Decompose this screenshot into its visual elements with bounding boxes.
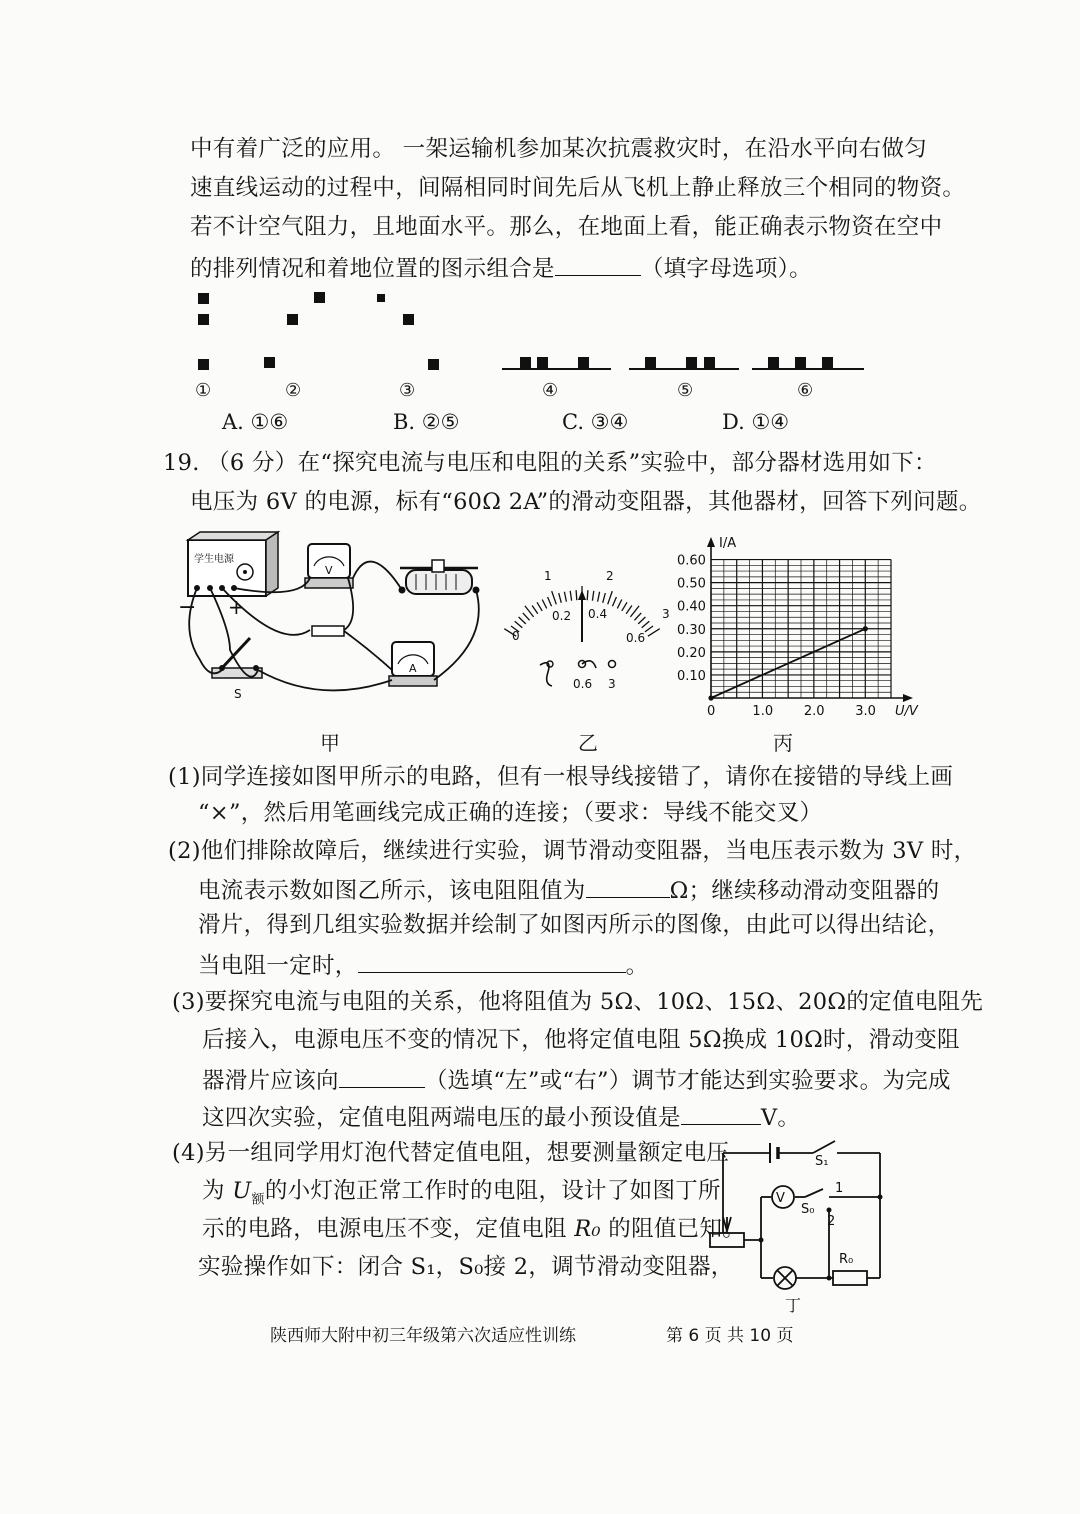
dial-sub-label-0.4: 0.4: [588, 607, 608, 621]
footer-school: 陕西师大附中初三年级第六次适应性训练: [270, 1326, 576, 1346]
voltmeter: [305, 544, 353, 588]
svg-text:A: A: [409, 662, 417, 675]
option-c[interactable]: C. ③④: [562, 410, 629, 434]
figure-label-4: ④: [542, 380, 559, 401]
fixed-resistor: [312, 626, 344, 636]
ding-s1-label: S₁: [815, 1154, 829, 1169]
q19-part2-text2: 当电阻一定时，: [198, 953, 358, 979]
figure-label-6: ⑥: [797, 380, 814, 401]
dial-tick: [634, 613, 641, 620]
data-point: [863, 626, 868, 631]
option-a[interactable]: A. ①⑥: [222, 410, 289, 434]
dial-sub-label-0.6: 0.6: [626, 631, 646, 645]
ding-caption: 丁: [785, 1296, 802, 1315]
option-d[interactable]: D. ①④: [722, 410, 790, 434]
q19-part1-line2: “×”，然后用笔画线完成正确的连接；（要求：导线不能交叉）: [198, 800, 823, 826]
caption-yi: 乙: [578, 731, 598, 755]
y-tick-label: 0.20: [677, 645, 706, 661]
dial-terminal-wire: [540, 663, 552, 686]
figure-bing-iu-graph: [675, 535, 918, 725]
figure-label-3: ③: [399, 380, 416, 401]
cargo-box: [264, 357, 275, 368]
dial-tick: [548, 597, 552, 606]
q19-part3-text2: 这四次实验，定值电阻两端电压的最小预设值是: [202, 1105, 681, 1131]
rheostat: [399, 560, 480, 594]
terminal-3: 3: [608, 677, 616, 691]
q18-line1: 中有着广泛的应用。 一架运输机参加某次抗震救灾时，在沿水平向右做匀: [190, 136, 928, 162]
y-tick-label: 0.10: [677, 668, 706, 684]
q19-part3-line4: [202, 1100, 800, 1133]
x-axis-arrow: [903, 694, 913, 702]
caption-bing: 丙: [773, 731, 793, 755]
dial-tick: [592, 591, 593, 601]
q19-part2-end: 。: [625, 953, 649, 979]
option-b[interactable]: B. ②⑤: [393, 410, 460, 434]
q19-part1-line1: (1)同学连接如图甲所示的电路，但有一根导线接错了，请你在接错的导线上画: [168, 764, 954, 790]
dial-tick: [576, 590, 577, 600]
answer-blank-direction[interactable]: [339, 1063, 425, 1088]
q19-part4-text-c2: 的阻值已知。: [600, 1216, 746, 1242]
q19-part4-line3: [202, 1214, 745, 1244]
q19-part3-line2: 后接入，电源电压不变的情况下，他将定值电阻 5Ω换成 10Ω时，滑动变阻: [202, 1027, 960, 1053]
dial-label-3: 3: [662, 607, 670, 621]
switch: [212, 638, 262, 701]
q18-line4-text: 的排列情况和着地位置的图示组合是: [190, 256, 555, 282]
dial-tick: [598, 592, 600, 602]
cargo-box: [403, 314, 414, 325]
ding-node-1: 1: [835, 1181, 844, 1196]
q19-part4-text-b: 的小灯泡正常工作时的电阻，设计了如图丁所: [264, 1178, 721, 1204]
cargo-box: [198, 293, 209, 304]
cargo-box: [377, 294, 385, 302]
q19-part4-text-c: 示的电路，电源电压不变，定值电阻: [202, 1216, 575, 1242]
chart-x-label: U/V: [895, 704, 918, 719]
svg-text:S: S: [234, 687, 242, 701]
answer-blank-resistance[interactable]: [586, 873, 670, 898]
dial-tick: [542, 600, 547, 609]
dial-tick: [622, 602, 627, 611]
dial-tick: [525, 606, 534, 617]
q19-part4-text: 为: [202, 1178, 233, 1204]
dial-tick: [532, 606, 538, 614]
dial-tick: [559, 593, 562, 603]
dial-tick: [642, 621, 650, 628]
chart-tick-labels: [677, 554, 876, 719]
caption-jia: 甲: [320, 731, 340, 755]
dial-tick: [638, 617, 645, 624]
q19-part4-line2: [202, 1176, 721, 1216]
y-tick-label: 0.40: [677, 599, 706, 615]
symbol-u-sub: 额: [251, 1192, 265, 1208]
figure-jia-circuit: [170, 530, 490, 715]
dial-tick: [587, 590, 588, 600]
terminal-0.6: 0.6: [573, 677, 593, 691]
q18-line4: [190, 251, 812, 284]
dial-tick: [552, 591, 557, 604]
dial-tick: [523, 613, 530, 620]
q19-part3-line3: [202, 1063, 951, 1096]
x-tick-label: 1.0: [752, 704, 774, 719]
ground-diagrams: [498, 352, 868, 374]
q19-part3-line1: (3)要探究电流与电阻的关系，他将阻值为 5Ω、10Ω、15Ω、20Ω的定值电阻先: [172, 989, 984, 1015]
ammeter: [389, 642, 437, 686]
q19-part3-end: V。: [760, 1105, 801, 1131]
symbol-u: U: [232, 1178, 252, 1204]
chart-axes: [707, 537, 913, 702]
dial-label-0: 0: [512, 629, 520, 643]
dial-tick: [570, 591, 571, 601]
dial-sub-label-0.2: 0.2: [552, 609, 572, 623]
q19-part3-text: 器滑片应该向: [202, 1068, 339, 1094]
figure-yi-ammeter-dial: [500, 560, 685, 695]
figure-label-1: ①: [195, 380, 212, 401]
q18-line4-tail: （填字母选项）。: [640, 256, 812, 282]
q19-stem-1: 19. （6 分）在“探究电流与电压和电阻的关系”实验中，部分器材选用如下：: [163, 450, 937, 476]
q19-part4-line1: (4)另一组同学用灯泡代替定值电阻，想要测量额定电压: [172, 1140, 730, 1166]
q19-part3-tail: （选填“左”或“右”）调节才能达到实验要求。为完成: [424, 1068, 951, 1094]
y-axis-arrow: [707, 537, 715, 547]
cargo-box: [198, 359, 209, 370]
ding-r0-label: R₀: [839, 1252, 854, 1267]
answer-blank-18[interactable]: [555, 251, 641, 276]
figure-ding-circuit: [705, 1135, 890, 1315]
ding-voltmeter-label: V: [776, 1191, 785, 1206]
y-tick-label: 0.60: [677, 553, 706, 569]
q19-part2-text: 电流表示数如图乙所示，该电阻阻值为: [198, 878, 586, 904]
dial-tick: [645, 626, 653, 632]
cargo-box: [428, 359, 439, 370]
dial-tick: [537, 602, 542, 611]
q19-part2-line1: (2)他们排除故障后，继续进行实验，调节滑动变阻器，当电压表示数为 3V 时，: [168, 838, 977, 864]
q19-part2-line4: [198, 948, 648, 981]
dial-tick: [613, 597, 617, 606]
cargo-box: [198, 314, 209, 325]
q18-line2: 速直线运动的过程中，间隔相同时间先后从飞机上静止释放三个相同的物资。: [190, 175, 966, 201]
dial-tick: [626, 606, 632, 614]
y-tick-label: 0.50: [677, 576, 706, 592]
ding-s0-label: S₀: [801, 1202, 815, 1217]
data-point: [708, 695, 713, 700]
dial-tick: [519, 617, 526, 624]
dial-label-2: 2: [606, 569, 614, 583]
dial-tick: [608, 591, 613, 604]
q19-part2-line3: 滑片，得到几组实验数据并绘制了如图丙所示的图像，由此可以得出结论，: [198, 912, 951, 938]
q19-stem-2: 电压为 6V 的电源，标有“60Ω 2A”的滑动变阻器，其他器材，回答下列问题。: [190, 489, 982, 515]
dial-tick: [648, 629, 660, 637]
svg-text:V: V: [325, 564, 333, 577]
answer-blank-conclusion[interactable]: [358, 948, 626, 973]
dial-tick: [630, 606, 639, 617]
cargo-box: [287, 314, 298, 325]
figure-label-5: ⑤: [677, 380, 694, 401]
x-tick-label: 0: [707, 704, 716, 719]
dial-tick: [564, 592, 566, 602]
minus-terminal: −: [178, 595, 197, 620]
dial-tick: [617, 600, 622, 609]
y-tick-label: 0.30: [677, 622, 706, 638]
x-tick-label: 3.0: [855, 704, 876, 719]
dial-tick: [515, 621, 523, 628]
q18-line3: 若不计空气阻力，且地面水平。那么，在地面上看，能正确表示物资在空中: [190, 214, 943, 240]
dial-label-1: 1: [544, 569, 552, 583]
q19-part4-line4: 实验操作如下：闭合 S₁，S₀接 2，调节滑动变阻器，: [198, 1254, 734, 1280]
footer-page: 第 6 页 共 10 页: [666, 1326, 794, 1346]
q19-part2-tail: Ω；继续移动滑动变阻器的: [669, 878, 940, 904]
cargo-box: [314, 292, 325, 303]
answer-blank-min-voltage[interactable]: [681, 1100, 761, 1125]
plus-terminal: +: [228, 595, 245, 619]
q19-part2-line2: [198, 873, 939, 906]
x-tick-label: 2.0: [803, 704, 825, 719]
symbol-r0: R₀: [574, 1216, 601, 1242]
dial-tick: [603, 593, 606, 603]
ding-node-2: 2: [827, 1214, 836, 1229]
figure-label-2: ②: [285, 380, 302, 401]
power-label: 学生电源: [194, 554, 234, 565]
chart-y-label: I/A: [719, 536, 737, 551]
